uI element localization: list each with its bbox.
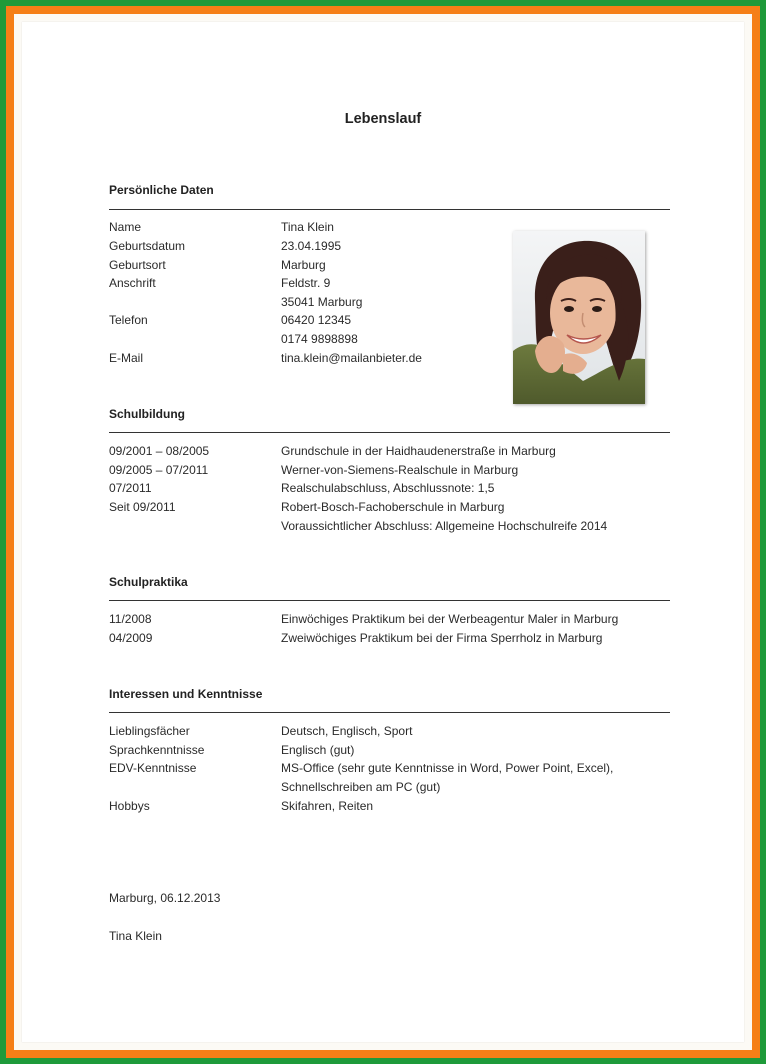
school-entry: Grundschule in der Haidhaudenerstraße in Marburg	[281, 444, 556, 458]
internship-entry: Zweiwöchiges Praktikum bei der Firma Sperrholz in Marburg	[281, 631, 603, 645]
section-title-internships: Schulpraktika	[109, 575, 188, 589]
address-line1: Feldstr. 9	[281, 276, 331, 290]
section-divider	[109, 432, 670, 433]
school-entry: Voraussichtlicher Abschluss: Allgemeine Hochschulreife 2014	[281, 519, 608, 533]
school-entry: Werner-von-Siemens-Realschule in Marburg	[281, 463, 519, 477]
school-date: 09/2005 – 07/2011	[109, 463, 209, 477]
internship-date: 11/2008	[109, 612, 152, 626]
interest-value: Schnellschreiben am PC (gut)	[281, 780, 441, 794]
birthplace-label: Geburtsort	[109, 258, 166, 272]
phone-value-1: 06420 12345	[281, 313, 352, 327]
phone-label: Telefon	[109, 313, 148, 327]
interest-value: Deutsch, Englisch, Sport	[281, 724, 413, 738]
school-date: Seit 09/2011	[109, 500, 176, 514]
section-title-personal: Persönliche Daten	[109, 183, 214, 197]
document-title: Lebenslauf	[344, 111, 422, 127]
address-label: Anschrift	[109, 276, 156, 290]
name-label: Name	[109, 220, 142, 234]
profile-photo	[513, 231, 645, 404]
address-line2: 35041 Marburg	[281, 295, 363, 309]
section-divider	[109, 600, 670, 601]
birthdate-label: Geburtsdatum	[109, 239, 186, 253]
interest-value: Skifahren, Reiten	[281, 799, 374, 813]
section-divider	[109, 209, 670, 210]
email-value: tina.klein@mailanbieter.de	[281, 351, 422, 365]
school-date: 07/2011	[109, 481, 152, 495]
section-title-school: Schulbildung	[109, 407, 185, 421]
phone-value-2: 0174 9898898	[281, 332, 358, 346]
interest-value: MS-Office (sehr gute Kenntnisse in Word, Power Point, Excel),	[281, 761, 614, 775]
interest-label: Lieblingsfächer	[109, 724, 190, 738]
internship-entry: Einwöchiges Praktikum bei der Werbeagentur Maler in Marburg	[281, 612, 619, 626]
birthdate-value: 23.04.1995	[281, 239, 342, 253]
section-divider	[109, 712, 670, 713]
interest-label: EDV-Kenntnisse	[109, 761, 197, 775]
interest-value: Englisch (gut)	[281, 743, 355, 757]
signature-name: Tina Klein	[109, 929, 162, 943]
school-date: 09/2001 – 08/2005	[109, 444, 210, 458]
school-entry: Robert-Bosch-Fachoberschule in Marburg	[281, 500, 505, 514]
birthplace-value: Marburg	[281, 258, 326, 272]
internship-date: 04/2009	[109, 631, 153, 645]
interest-label: Hobbys	[109, 799, 150, 813]
place-date: Marburg, 06.12.2013	[109, 891, 221, 905]
school-entry: Realschulabschluss, Abschlussnote: 1,5	[281, 481, 495, 495]
section-title-interests: Interessen und Kenntnisse	[109, 687, 263, 701]
name-value: Tina Klein	[281, 220, 334, 234]
email-label: E-Mail	[109, 351, 144, 365]
interest-label: Sprachkenntnisse	[109, 743, 205, 757]
